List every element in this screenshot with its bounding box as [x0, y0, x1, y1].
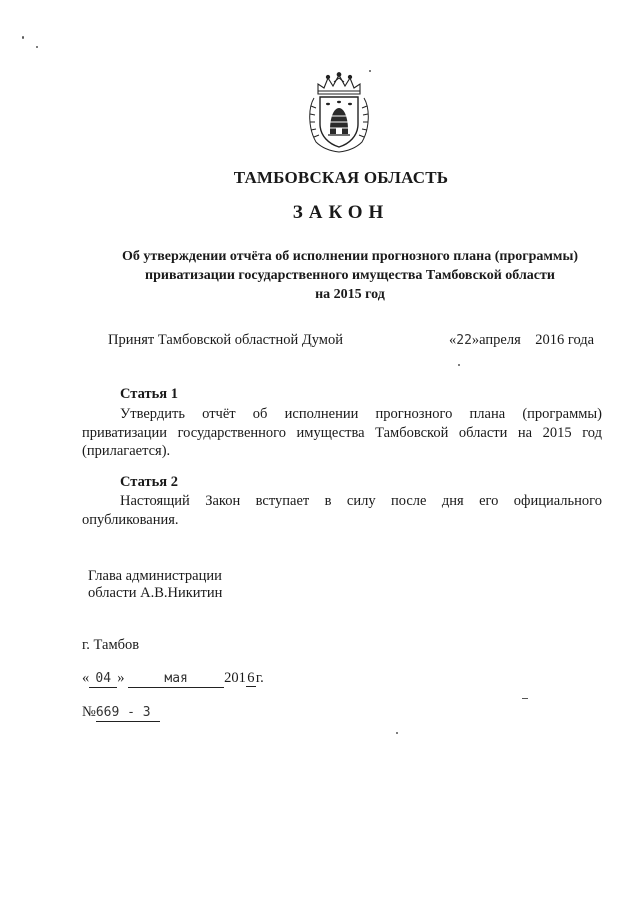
scan-speck: [458, 364, 460, 366]
signing-date-suffix: г.: [255, 670, 264, 686]
article-1-heading: Статья 1: [120, 386, 178, 402]
article-2-text: Настоящий Закон вступает в силу после дня его официального опубликования.: [82, 493, 602, 528]
signing-year-prefix: 201: [224, 670, 246, 686]
signature-name: области А.В.Никитин: [88, 585, 223, 601]
law-subject-line-1: Об утверждении отчёта об исполнении прогнозного плана (программы): [121, 249, 579, 264]
article-2-heading: Статья 2: [120, 474, 178, 490]
scan-speck: [522, 698, 528, 699]
signature-position: Глава администрации: [88, 568, 222, 584]
law-subject-line-2: приватизации государственного имущества Тамбовской области: [145, 268, 555, 283]
signing-date-close: »: [117, 670, 125, 686]
region-title: ТАМБОВСКАЯ ОБЛАСТЬ: [233, 168, 449, 187]
signing-day-handwritten: 04: [89, 671, 117, 688]
coat-of-arms-icon: [304, 72, 374, 154]
adoption-date-rest: »апреля 2016 года: [471, 332, 595, 348]
signing-date: [82, 670, 264, 688]
scan-speck: [36, 46, 38, 48]
law-number-handwritten: 669 - З: [96, 705, 160, 722]
signing-year-digit: 6: [247, 670, 255, 686]
signing-month-handwritten: мая: [128, 671, 224, 688]
adoption-date: [449, 332, 594, 349]
article-1-text: Утвердить отчёт об исполнении прогнозного плана (программы) приватизации государственного имущества Тамбовской области на 2015 год (прилагается).: [82, 406, 602, 459]
scan-speck: [396, 732, 398, 734]
law-subject-line-3: на 2015 год: [315, 287, 385, 302]
law-subject: [60, 247, 640, 304]
signature-block: [88, 568, 222, 602]
signing-date-open: «: [82, 670, 90, 686]
adoption-date-open: «: [449, 332, 457, 348]
number-sign: №: [82, 704, 96, 720]
place-of-signing: г. Тамбов: [82, 637, 140, 653]
document-type-title: ЗАКОН: [292, 202, 390, 223]
scan-speck: [369, 70, 371, 72]
adopted-by-label: Принят Тамбовской областной Думой: [108, 332, 343, 348]
law-number: [82, 704, 160, 722]
adoption-day-handwritten: 22: [456, 333, 472, 348]
scan-speck: [22, 36, 24, 39]
